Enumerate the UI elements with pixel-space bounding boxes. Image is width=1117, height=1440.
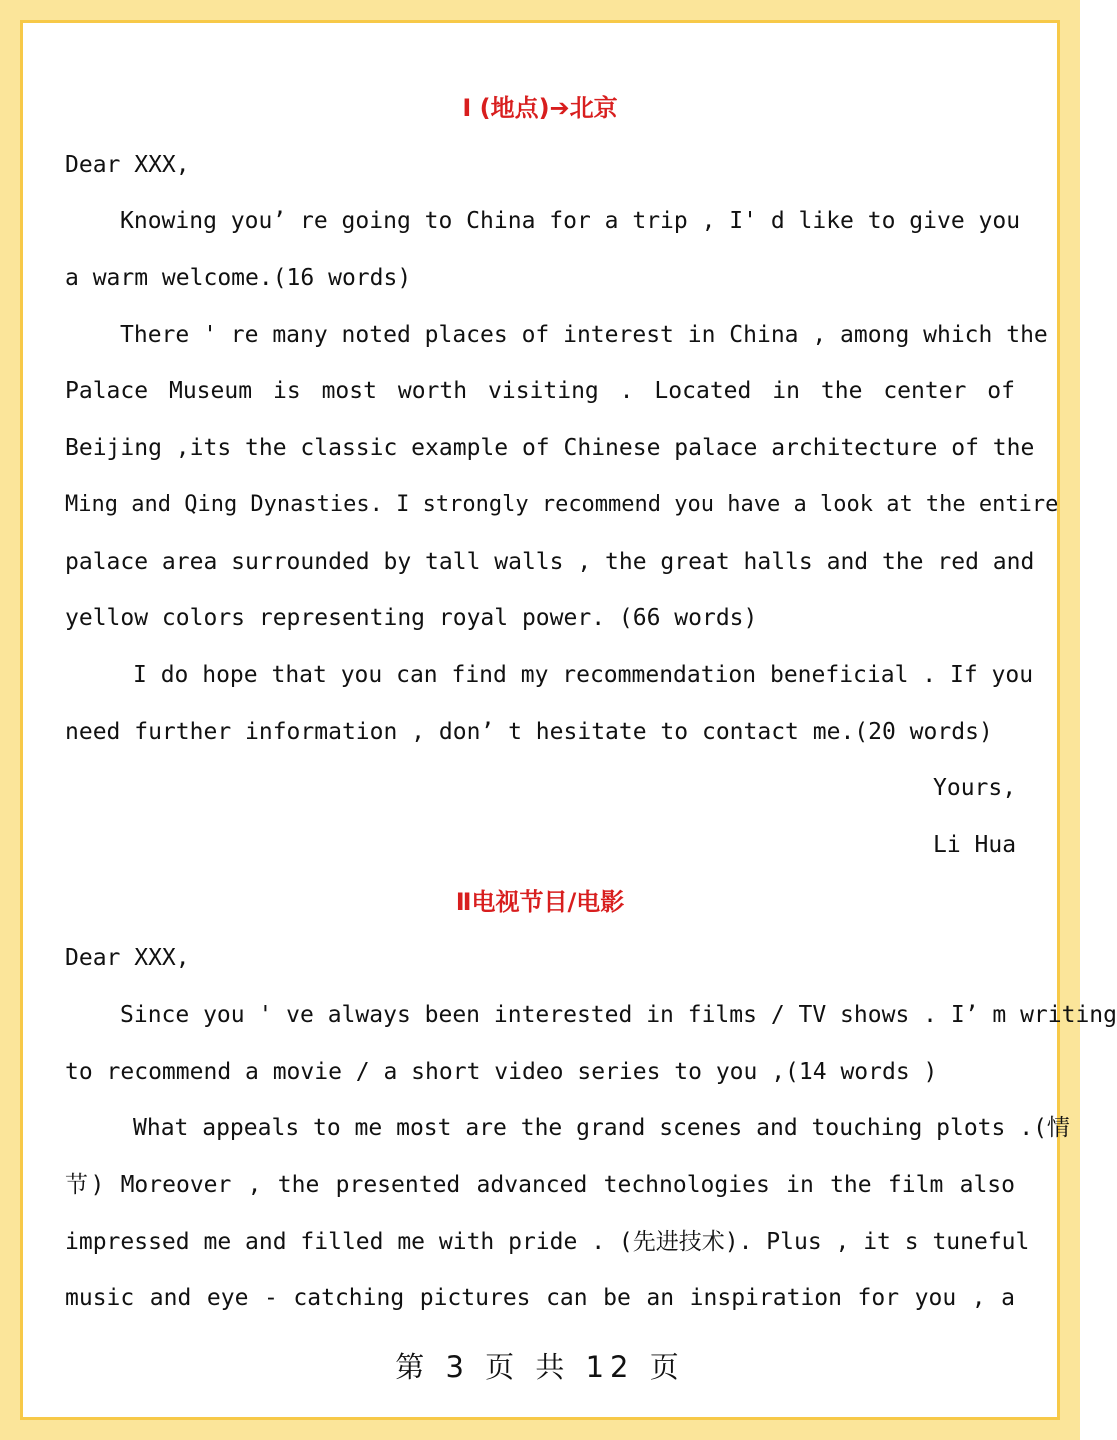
paragraph-line: 节) Moreover , the presented advanced technologies in the film also (65, 1172, 1015, 1199)
paragraph-line: palace area surrounded by tall walls , the great halls and the red and (65, 548, 1035, 575)
signature-name: Li Hua (933, 831, 1017, 858)
paragraph-line: Knowing you’ re going to China for a trip , I' d like to give you (120, 208, 1021, 235)
paragraph-line: yellow colors representing royal power. (66 words) (65, 605, 758, 632)
salutation: Dear XXX, (65, 945, 190, 972)
paragraph-line: There ' re many noted places of interest in China , among which the (120, 321, 1048, 348)
section-heading-tv-film: Ⅱ电视节目/电影 (455, 887, 625, 916)
salutation: Dear XXX, (65, 151, 190, 178)
paragraph-line: Since you ' ve always been interested in films / TV shows . I’ m writing (120, 1002, 1117, 1028)
section-heading-location: Ⅰ (地点)➔北京 (462, 94, 618, 122)
paragraph-line: Beijing ,its the classic example of Chinese palace architecture of the (65, 435, 1035, 462)
paragraph-line: need further information , don’ t hesitate to contact me.(20 words) (65, 718, 993, 745)
paragraph-line: impressed me and filled me with pride . (先进技术). Plus , it s tuneful (65, 1228, 1030, 1255)
paragraph-line: music and eye - catching pictures can be an inspiration for you , a (65, 1285, 1015, 1312)
paragraph-line: to recommend a movie / a short video series to you ,(14 words ) (65, 1058, 938, 1085)
page-number-footer: 第 3 页 共 12 页 (395, 1350, 685, 1384)
paragraph-line: Palace Museum is most worth visiting . Located in the center of (65, 378, 1015, 405)
paragraph-line: Ming and Qing Dynasties. I strongly recommend you have a look at the entire (65, 491, 1059, 517)
closing: Yours, (933, 775, 1017, 802)
paragraph-line: What appeals to me most are the grand scenes and touching plots .(情 (133, 1115, 1070, 1142)
paragraph-line: I do hope that you can find my recommendation beneficial . If you (133, 661, 1034, 688)
paragraph-line: a warm welcome.(16 words) (65, 265, 412, 292)
document-body (65, 80, 1117, 1327)
